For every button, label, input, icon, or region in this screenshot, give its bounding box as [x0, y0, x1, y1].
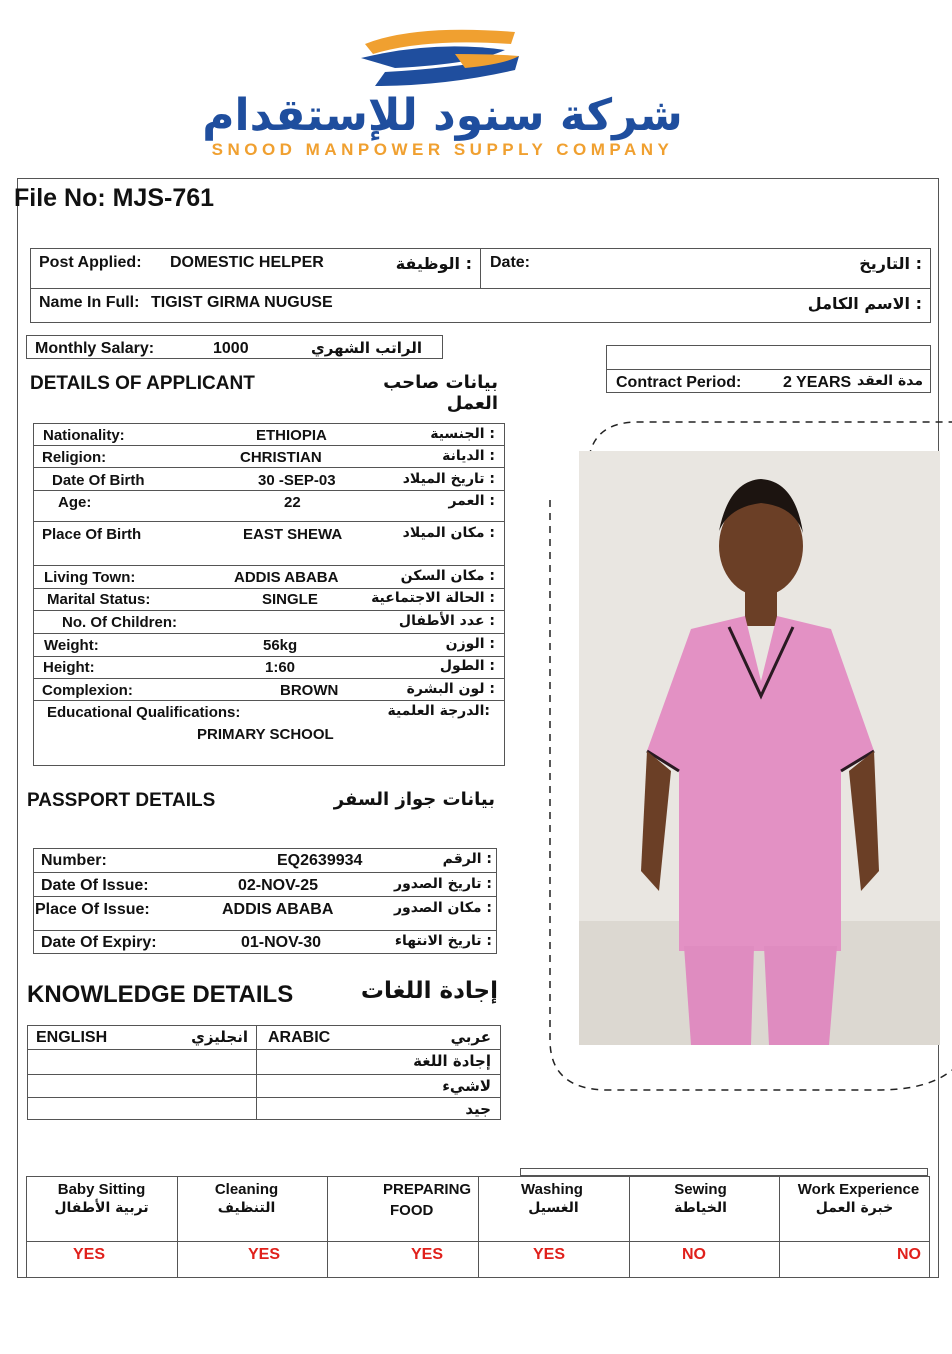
- applicant-title: DETAILS OF APPLICANT: [30, 373, 255, 394]
- knowledge-title-ar: إجادة اللغات: [360, 978, 498, 1004]
- passport-expiry-ar: : تاريخ الانتهاء: [394, 933, 492, 949]
- skill-baby-sitting-value: YES: [73, 1246, 106, 1263]
- skill-preparing-label: PREPARING: [383, 1181, 472, 1198]
- passport-title-ar: بيانات جواز السفر: [333, 789, 495, 810]
- post-ar-label: : الوظيفة: [395, 254, 472, 273]
- level-good: جيد: [465, 1100, 491, 1118]
- row-marital-value: SINGLE: [262, 591, 318, 608]
- english-ar: انجليزي: [191, 1028, 248, 1046]
- skill-sewing-ar: الخياطة: [674, 1200, 727, 1216]
- passport-issue-ar: : تاريخ الصدور: [394, 876, 492, 892]
- education-label: Educational Qualifications:: [47, 704, 241, 721]
- passport-title: PASSPORT DETAILS: [27, 790, 216, 811]
- row-living-value: ADDIS ABABA: [234, 569, 339, 586]
- row-height-value: 1:60: [265, 659, 296, 676]
- row-height-ar: : الطول: [439, 658, 495, 674]
- skill-experience-ar: خبرة العمل: [815, 1200, 894, 1216]
- row-marital-ar: : الحالة الاجتماعية: [371, 590, 495, 606]
- passport-number-label: Number:: [41, 852, 107, 869]
- row-age-value: 22: [284, 494, 301, 511]
- row-complexion-value: BROWN: [280, 682, 339, 699]
- company-logo-icon: [355, 24, 525, 92]
- passport-issue-label: Date Of Issue:: [41, 877, 149, 894]
- name-label: Name In Full:: [39, 294, 140, 311]
- skill-experience-value: NO: [897, 1246, 921, 1263]
- skill-sewing-value: NO: [682, 1246, 706, 1263]
- skill-baby-sitting-label: Baby Sitting: [57, 1181, 146, 1198]
- row-pob-ar: : مكان الميلاد: [402, 525, 495, 541]
- level-none: لاشيء: [442, 1077, 491, 1095]
- skill-cleaning-label: Cleaning: [214, 1181, 279, 1198]
- skill-sewing-label: Sewing: [674, 1181, 727, 1198]
- row-age-label: Age:: [58, 494, 92, 511]
- name-ar-label: : الاسم الكامل: [807, 294, 922, 313]
- row-nationality-value: ETHIOPIA: [256, 427, 327, 444]
- row-pob-value: EAST SHEWA: [243, 526, 343, 543]
- passport-number-value: EQ2639934: [277, 852, 363, 869]
- skill-washing-ar: الغسيل: [528, 1200, 579, 1216]
- company-english-name: SNOOD MANPOWER SUPPLY COMPANY: [211, 140, 674, 159]
- contract-ar-label: مدة العقد: [856, 373, 923, 389]
- passport-place-ar: : مكان الصدور: [393, 900, 492, 916]
- name-value: TIGIST GIRMA NUGUSE: [151, 294, 333, 311]
- file-number: File No: MJS-761: [14, 184, 215, 212]
- row-dob-ar: : تاريخ الميلاد: [402, 471, 495, 487]
- post-label: Post Applied:: [39, 254, 142, 271]
- company-arabic-name: شركة سنود للإستقدام: [202, 90, 683, 141]
- row-religion-value: CHRISTIAN: [240, 449, 322, 466]
- salary-value: 1000: [213, 340, 249, 357]
- post-value: DOMESTIC HELPER: [170, 254, 324, 271]
- skill-experience-label: Work Experience: [797, 1181, 920, 1198]
- knowledge-title: KNOWLEDGE DETAILS: [27, 981, 294, 1008]
- row-complexion-ar: : لون البشرة: [406, 681, 495, 697]
- row-religion-label: Religion:: [42, 449, 107, 466]
- date-ar-label: : التاريخ: [859, 254, 922, 273]
- skill-washing-value: YES: [533, 1246, 566, 1263]
- english-label: ENGLISH: [36, 1029, 108, 1046]
- passport-place-label: Place Of Issue:: [35, 901, 150, 918]
- row-height-label: Height:: [43, 659, 95, 676]
- row-religion-ar: : الديانة: [442, 448, 495, 464]
- education-ar: :الدرجة العلمية: [387, 703, 490, 719]
- skills-topbar: [520, 1168, 928, 1176]
- row-dob-label: Date Of Birth: [52, 472, 145, 489]
- row-nationality-label: Nationality:: [43, 427, 125, 444]
- applicant-photo: [579, 451, 940, 1045]
- skill-baby-sitting-ar: تربية الأطفال: [54, 1200, 149, 1216]
- row-weight-label: Weight:: [44, 637, 99, 654]
- skill-cleaning-ar: التنظيف: [217, 1200, 276, 1216]
- skill-food-value: YES: [411, 1246, 444, 1263]
- row-dob-value: 30 -SEP-03: [258, 472, 336, 489]
- contract-value: 2 YEARS: [783, 374, 852, 391]
- row-pob-label: Place Of Birth: [42, 526, 142, 543]
- skill-cleaning-value: YES: [248, 1246, 281, 1263]
- salary-ar-label: الراتب الشهري: [311, 339, 422, 357]
- salary-label: Monthly Salary:: [35, 340, 155, 357]
- passport-place-value: ADDIS ABABA: [222, 901, 334, 918]
- row-age-ar: : العمر: [448, 493, 495, 509]
- row-children-ar: : عدد الأطفال: [398, 613, 495, 629]
- row-living-ar: : مكان السكن: [400, 568, 495, 584]
- row-living-label: Living Town:: [44, 569, 136, 586]
- level-fluency: إجادة اللغة: [413, 1052, 491, 1070]
- passport-number-ar: : الرقم: [442, 851, 492, 867]
- date-label: Date:: [490, 254, 531, 271]
- row-complexion-label: Complexion:: [42, 682, 133, 699]
- row-weight-value: 56kg: [263, 637, 298, 654]
- skill-washing-label: Washing: [521, 1181, 583, 1198]
- row-marital-label: Marital Status:: [47, 591, 151, 608]
- passport-expiry-label: Date Of Expiry:: [41, 934, 157, 951]
- passport-issue-value: 02-NOV-25: [238, 877, 319, 894]
- row-nationality-ar: : الجنسية: [430, 426, 495, 442]
- education-value: PRIMARY SCHOOL: [197, 726, 334, 743]
- applicant-title-ar: بيانات صاحب العمل: [383, 372, 498, 414]
- contract-label: Contract Period:: [616, 374, 742, 391]
- skill-food-label: FOOD: [390, 1202, 434, 1219]
- arabic-ar: عربي: [450, 1028, 491, 1046]
- row-children-label: No. Of Children:: [62, 614, 177, 631]
- passport-expiry-value: 01-NOV-30: [241, 934, 322, 951]
- row-weight-ar: : الوزن: [445, 636, 495, 652]
- arabic-label: ARABIC: [268, 1029, 331, 1046]
